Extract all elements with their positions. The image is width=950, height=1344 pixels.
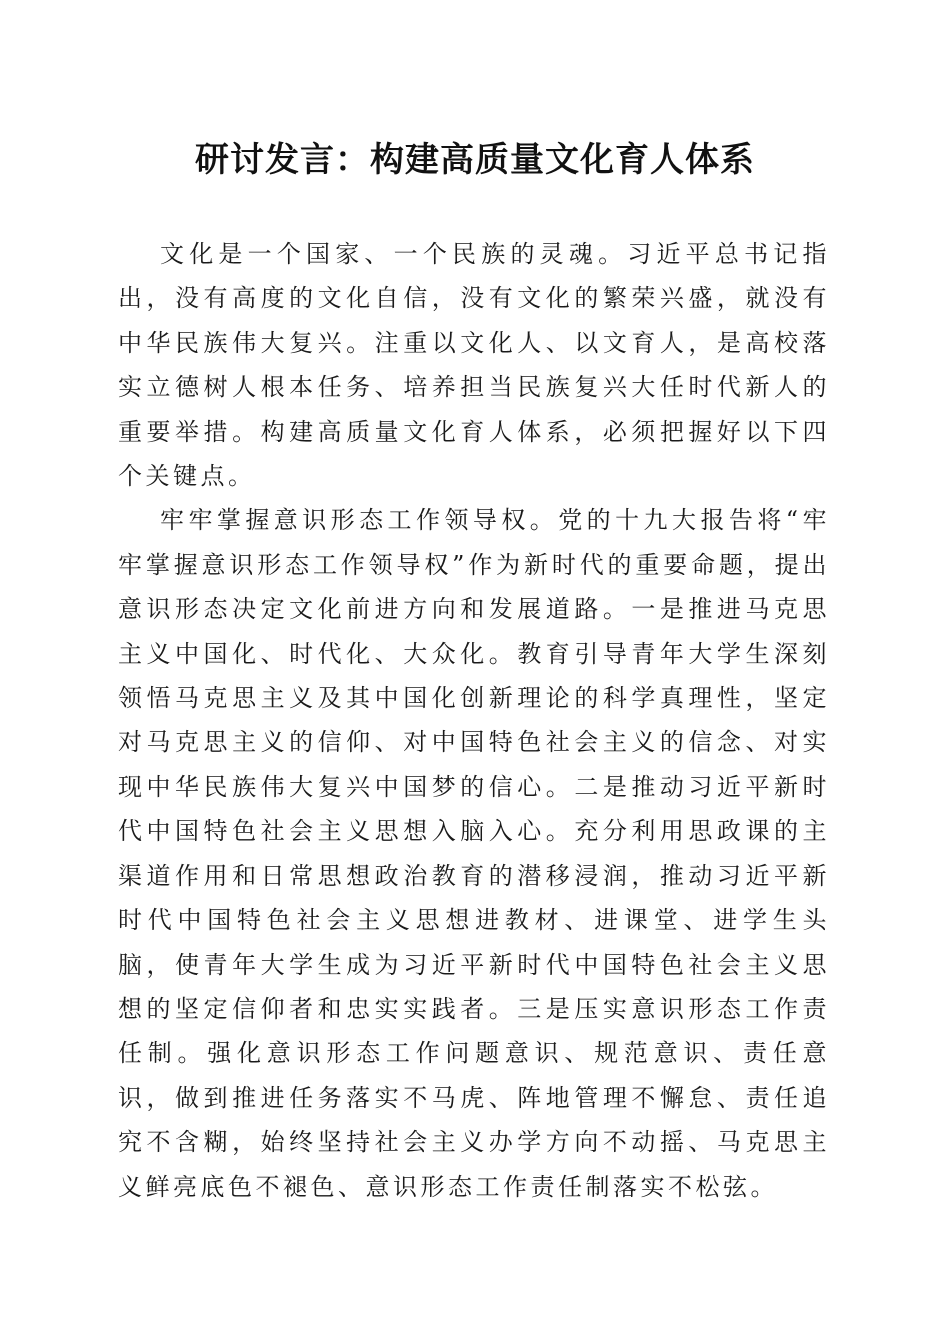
- document-title: 研讨发言：构建高质量文化育人体系: [195, 140, 755, 180]
- paragraph-ideology-leadership: 牢牢掌握意识形态工作领导权。党的十九大报告将“牢牢掌握意识形态工作领导权”作为新时代的重要命题，提出意识形态决定文化前进方向和发展道路。一是推进马克思主义中国化、时代化、大众化。教育引导青年大学生深刻领悟马克思主义及其中国化创新理论的科学真理性，坚定对马克思主义的信仰、对中国特色社会主义的信念、对实现中华民族伟大复兴中国梦的信心。二是推动习近平新时代中国特色社会主义思想入脑入心。充分利用思政课的主渠道作用和日常思想政治教育的潜移浸润，推动习近平新时代中国特色社会主义思想进教材、进课堂、进学生头脑，使青年大学生成为习近平新时代中国特色社会主义思想的坚定信仰者和忠实实践者。三是压实意识形态工作责任制。强化意识形态工作问题意识、规范意识、责任意识，做到推进任务落实不马虎、阵地管理不懈怠、责任追究不含糊，始终坚持社会主义办学方向不动摇、马克思主义鲜亮底色不褪色、意识形态工作责任制落实不松弦。: [118, 506, 830, 1201]
- paragraph-intro: 文化是一个国家、一个民族的灵魂。习近平总书记指出，没有高度的文化自信，没有文化的繁荣兴盛，就没有中华民族伟大复兴。注重以文化人、以文育人，是高校落实立德树人根本任务、培养担当民族复兴大任时代新人的重要举措。构建高质量文化育人体系，必须把握好以下四个关键点。: [118, 240, 830, 491]
- document-body: [118, 232, 830, 1209]
